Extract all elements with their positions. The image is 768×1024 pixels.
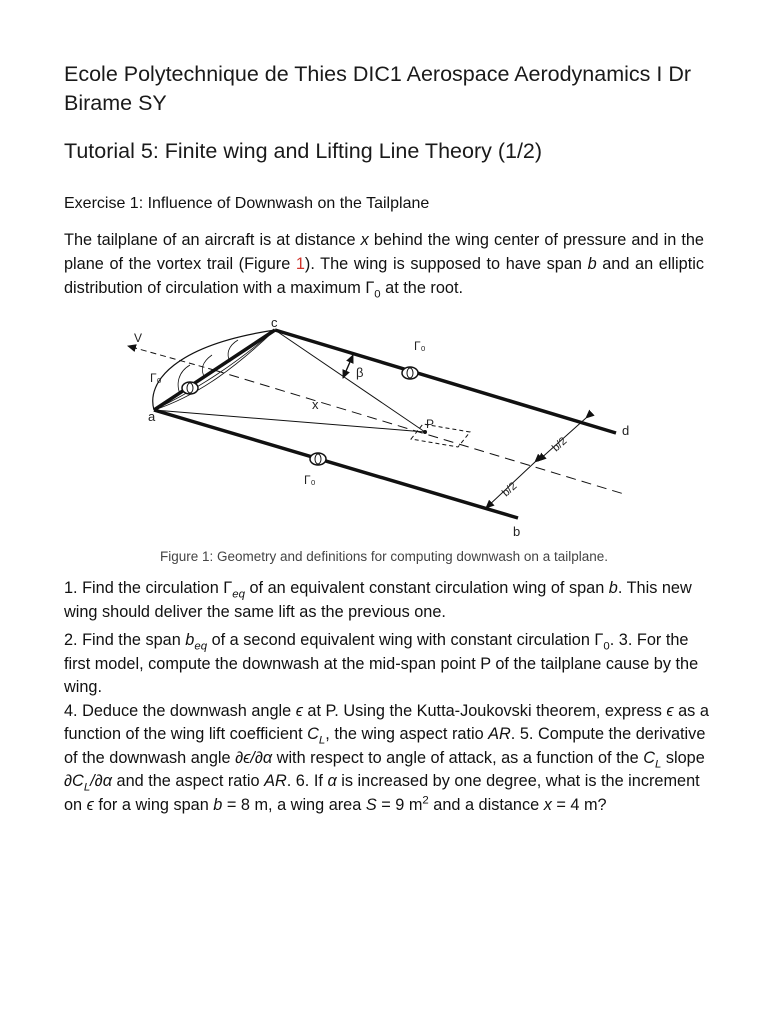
label-half-span-1: b/2 <box>499 480 520 500</box>
wing-vortex-diagram <box>118 316 648 544</box>
downwash-geometry-figure <box>118 316 648 544</box>
figure-reference-link[interactable]: 1 <box>295 255 305 273</box>
exercise-heading: Exercise 1: Influence of Downwash on the Tailplane <box>64 195 430 212</box>
label-gamma-bottom: Γ₀ <box>304 473 316 487</box>
label-b: b <box>513 524 521 539</box>
question-2-3: 2. Find the span $b_{eq}$ of a second equivalent wing with constant circulation $\Gamma_0$. 3. For the first model, compute the downwash at the mid-span point P of the tailplane cause by the wing. <box>64 631 699 696</box>
label-x: x <box>312 397 319 412</box>
vortex-symbol-top <box>402 367 418 379</box>
center-axis-dashed <box>214 370 624 494</box>
vortex-symbol-left <box>182 382 198 394</box>
tutorial-title: Tutorial 5: Finite wing and Lifting Line Theory (1/2) <box>64 139 543 163</box>
label-beta: β <box>356 365 364 380</box>
question-4-6: 4. Deduce the downwash angle ϵ at P. Using the Kutta-Joukovski theorem, express ϵ as a function of the wing lift coefficient $C_L$, the wing aspect ratio AR. 5. Compute the derivative of the downwash angle ∂ϵ/∂α with respect to angle of attack, as a function of the $C_L$ slope $\partial C_L/\partial\alpha$ and the aspect ratio AR. 6. If α is increased by one degree, what is the increment on ϵ for a wing span b = 8 m, a wing area S = 9 $m^2$ and a distance x = 4 m? <box>64 701 709 814</box>
trailing-vortex-left <box>154 410 518 518</box>
vortex-symbol-bottom <box>310 453 326 465</box>
questions-list <box>64 577 714 817</box>
label-d: d <box>622 423 630 438</box>
label-half-span-2: b/2 <box>549 435 570 455</box>
label-a: a <box>148 409 156 424</box>
label-p: P <box>426 417 435 431</box>
tailplane-outline <box>411 424 470 447</box>
label-gamma-left: Γ₀ <box>150 371 162 385</box>
label-v: V <box>134 331 143 345</box>
question-1: 1. Find the circulation $\Gamma_{eq}$ of an equivalent constant circulation wing of span b. This new wing should deliver the same lift as the previous one. <box>64 579 692 621</box>
document-title: Ecole Polytechnique de Thies DIC1 Aerospace Aerodynamics I Dr Birame SY <box>64 62 692 115</box>
exercise-intro: The tailplane of an aircraft is at distance x behind the wing center of pressure and in the plane of the vortex trail (Figure 1). The wing is supposed to have span b and an elliptic distribution of circulation with a maximum $\Gamma_0$ at the root. <box>64 231 704 301</box>
figure-caption: Figure 1: Geometry and definitions for computing downwash on a tailplane. <box>159 549 608 564</box>
trailing-vortex-right <box>275 330 616 433</box>
label-c: c <box>271 316 278 330</box>
label-gamma-top: Γ₀ <box>414 339 426 353</box>
